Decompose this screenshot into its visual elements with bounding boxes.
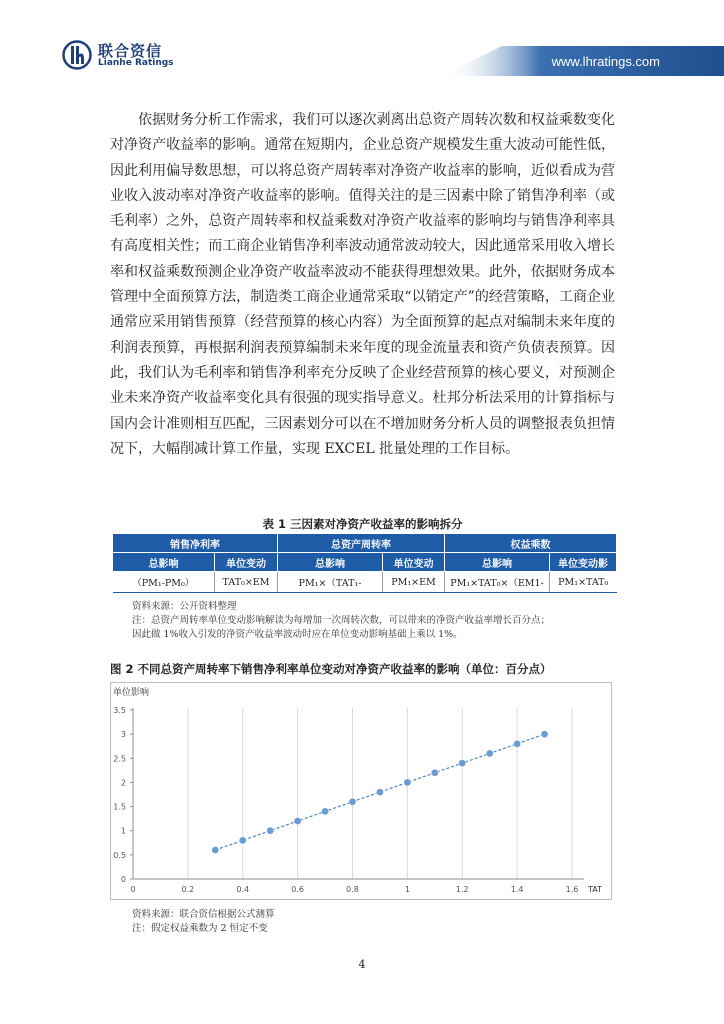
x-tick-label: 1 xyxy=(404,885,410,894)
website-url[interactable]: www.lhratings.com xyxy=(551,54,660,69)
y-tick-label: 1 xyxy=(120,826,126,836)
sub-header: 单位变动 xyxy=(215,553,278,572)
table-title: 表 1 三因素对净资产收益率的影响拆分 xyxy=(262,517,463,531)
figure-source: 资料来源：联合资信根据公式测算 xyxy=(132,909,275,920)
data-point xyxy=(459,760,466,767)
table-cell: PM₁×EM xyxy=(383,572,445,593)
y-tick-label: 3 xyxy=(120,730,126,740)
logo-chinese-name: 联合资信 xyxy=(98,42,163,60)
page-number: 4 xyxy=(358,958,366,971)
x-tick-label: 0.2 xyxy=(181,885,195,894)
data-point xyxy=(486,750,493,757)
y-axis-label: 单位影响 xyxy=(113,688,150,698)
figure-note: 注：假定权益乘数为 2 恒定不变 xyxy=(132,923,268,934)
data-point xyxy=(212,846,219,853)
data-point xyxy=(267,827,274,834)
data-point xyxy=(431,769,438,776)
data-point xyxy=(376,788,383,795)
x-tick-label: 0.8 xyxy=(346,885,359,894)
table-cell: PM₁×（TAT₁- xyxy=(278,572,383,593)
x-tick-label: 1.4 xyxy=(510,885,524,894)
data-point xyxy=(321,808,328,815)
y-tick-label: 0.5 xyxy=(113,850,126,860)
table-cell: （PM₁-PM₀） xyxy=(113,572,215,593)
sub-header: 单位变动 xyxy=(383,553,445,572)
x-tick-label: 1.6 xyxy=(565,885,579,894)
sub-header: 总影响 xyxy=(445,553,550,572)
table-row xyxy=(113,572,617,593)
group-header: 总资产周转率 xyxy=(278,534,445,553)
body-paragraph xyxy=(110,108,615,462)
logo-english-name: Lianhe Ratings xyxy=(98,58,174,68)
x-tick-label: 0.4 xyxy=(236,885,250,894)
impact-table xyxy=(112,533,617,593)
page-header xyxy=(0,0,724,90)
x-tick-label: 0.6 xyxy=(291,885,304,894)
data-point xyxy=(541,731,548,738)
data-point xyxy=(239,837,246,844)
x-axis-label: TAT xyxy=(588,885,603,894)
table-note-line2: 因此做 1%收入引发的净资产收益率波动时应在单位变动影响基础上乘以 1%。 xyxy=(132,629,463,640)
paragraph-text: 依据财务分析工作需求，我们可以逐次剥离出总资产周转次数和权益乘数变化对净资产收益率的影响。通常在短期内，企业总资产规模发生重大波动可能性低，因此利用偏导数思想，可以将总资产周转率对净资产收益率的影响，近似看成为营业收入波动率对净资产收益率的影响。值得关注的是三因素中除了销售净利率（或毛利率）之外，总资产周转率和权益乘数对净资产收益率的影响均与销售净利率具有高度相关性；而工商企业销售净利率波动通常波动较大，因此通常采用收入增长率和权益乘数预测企业净资产收益率波动不能获得理想效果。此外，依据财务成本管理中全面预算方法，制造类工商企业通常采取“以销定产”的经营策略，工商企业通常应采用销售预算（经营预算的核心内容）为全面预算的起点对编制未来年度的利润表预算，再根据利润表预算编制未来年度的现金流量表和资产负债表预算。因此，我们认为毛利率和销售净利率充分反映了企业经营预算的核心要义，对预测企业未来净资产收益率变化具有很强的现实指导意义。杜邦分析法采用的计算指标与国内会计准则相互匹配，三因素划分可以在不增加财务分析人员的调整报表负担情况下，大幅削减计算工作量，实现 EXCEL 批量处理的工作目标。 xyxy=(110,112,615,457)
data-point xyxy=(294,817,301,824)
table-cell: PM₁×TAT₀ xyxy=(550,572,617,593)
data-point xyxy=(349,798,356,805)
sub-header: 总影响 xyxy=(113,553,215,572)
y-tick-label: 1.5 xyxy=(113,802,126,812)
table-cell: TAT₀×EM xyxy=(215,572,278,593)
y-tick-label: 2.5 xyxy=(113,754,126,764)
data-point xyxy=(514,740,521,747)
y-tick-label: 3.5 xyxy=(113,706,126,715)
sub-header: 单位变动影 xyxy=(550,553,617,572)
data-point xyxy=(404,779,411,786)
group-header: 销售净利率 xyxy=(113,534,278,553)
line-chart xyxy=(110,682,612,900)
table-source: 资料来源：公开资料整理 xyxy=(132,601,237,612)
x-tick-label: 1.2 xyxy=(455,885,469,894)
table-sub-header-row xyxy=(113,553,617,572)
y-tick-label: 0 xyxy=(120,875,126,884)
sub-header: 总影响 xyxy=(278,553,383,572)
group-header: 权益乘数 xyxy=(445,534,617,553)
y-tick-label: 2 xyxy=(120,778,126,788)
table-group-header-row xyxy=(113,534,617,553)
lianhe-logo-icon xyxy=(62,40,92,70)
figure-title: 图 2 不同总资产周转率下销售净利率单位变动对净资产收益率的影响（单位：百分点） xyxy=(110,662,552,676)
x-tick-label: 0 xyxy=(130,885,136,894)
table-cell: PM₁×TAT₀×（EM1- xyxy=(445,572,550,593)
chart-container xyxy=(110,682,612,900)
table-note-line1: 注：总资产周转率单位变动影响解读为每增加一次周转次数，可以带来的净资产收益率增长百分点； xyxy=(132,615,551,626)
